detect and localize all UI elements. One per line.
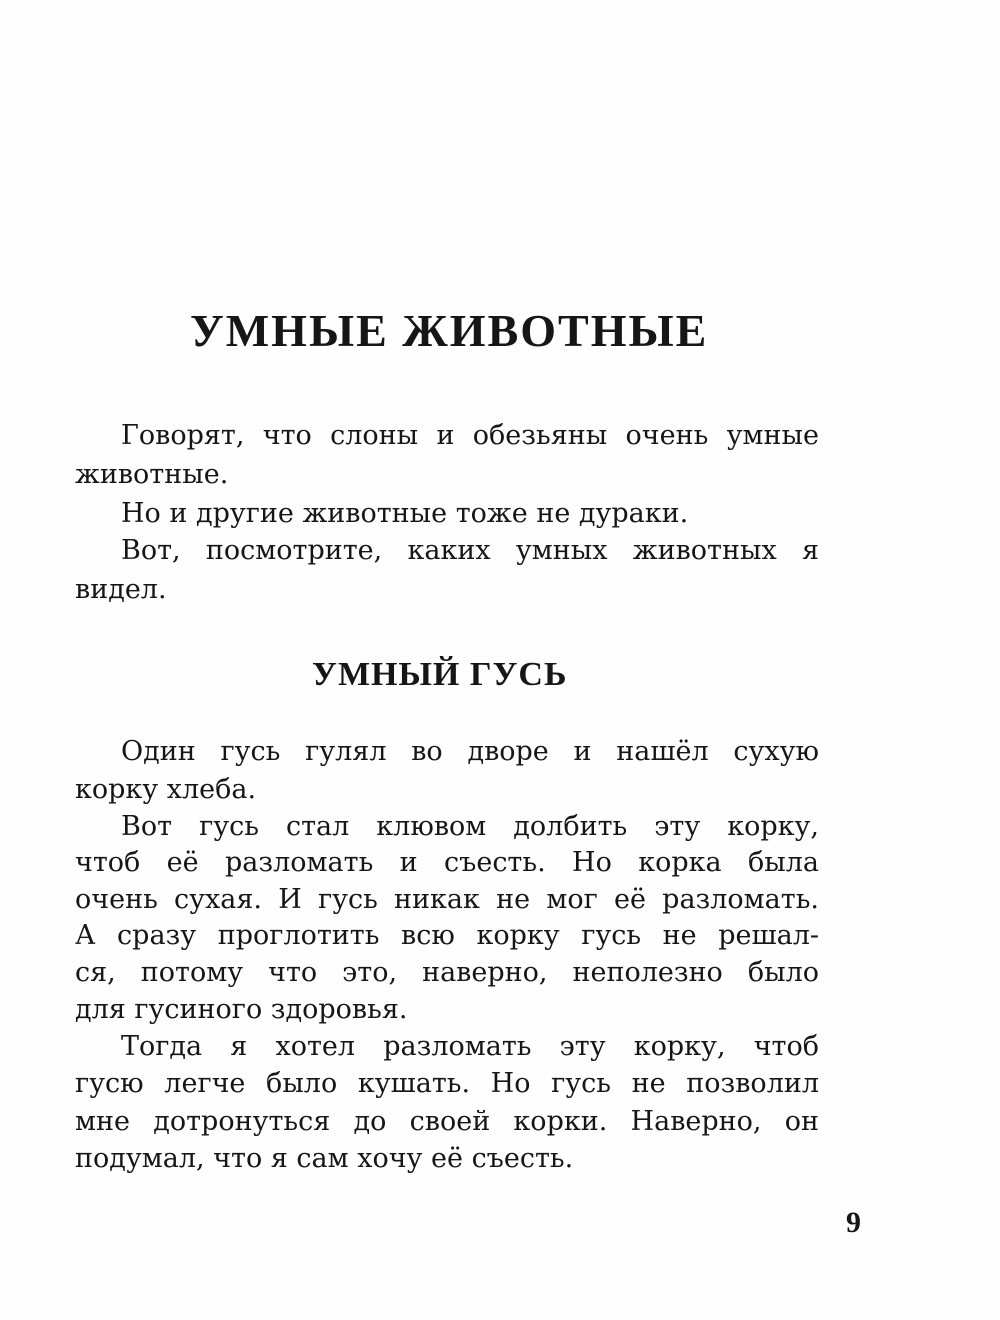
- story-title: УМНЫЙ ГУСЬ: [312, 656, 568, 693]
- story-line: Один гусь гулял во дворе и нашёл сухую: [121, 736, 819, 767]
- chapter-heading: УМНЫЕ ЖИВОТНЫЕ: [190, 305, 709, 356]
- story-line: корку хлеба.: [75, 774, 257, 805]
- story-line: Тогда я хотел разломать эту корку, чтоб: [121, 1031, 819, 1062]
- intro-line: Но и другие животные тоже не дураки.: [121, 498, 689, 529]
- intro-line: животные.: [75, 459, 229, 490]
- story-line: очень сухая. И гусь никак не мог её разломать.: [75, 884, 819, 915]
- story-line: ся, потому что это, наверно, неполезно было: [75, 957, 819, 988]
- story-line: Вот гусь стал клювом долбить эту корку,: [121, 811, 819, 842]
- intro-line: Говорят, что слоны и обезьяны очень умные: [121, 420, 819, 451]
- page-number: 9: [846, 1206, 861, 1239]
- story-line: мне дотронуться до своей корки. Наверно, он: [75, 1106, 819, 1137]
- story-line: подумал, что я сам хочу её съесть.: [75, 1143, 574, 1174]
- intro-line: видел.: [75, 574, 167, 605]
- story-line: для гусиного здоровья.: [75, 994, 408, 1025]
- story-line: гусю легче было кушать. Но гусь не позволил: [75, 1068, 819, 1099]
- story-line: А сразу проглотить всю корку гусь не решал-: [75, 920, 819, 951]
- intro-line: Вот, посмотрите, каких умных животных я: [121, 535, 819, 566]
- story-line: чтоб её разломать и съесть. Но корка была: [75, 847, 819, 878]
